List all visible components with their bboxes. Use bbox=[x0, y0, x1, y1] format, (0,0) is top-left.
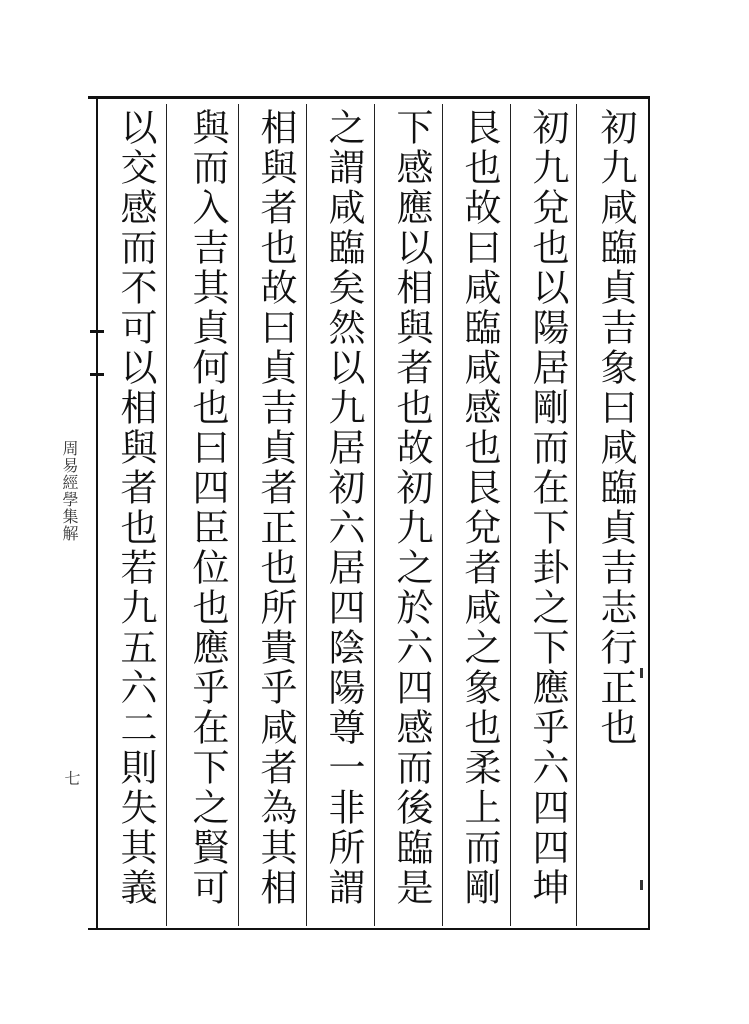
ink-speck bbox=[640, 668, 643, 678]
margin-page-number: 七 bbox=[62, 770, 81, 786]
margin-book-title: 周易經學集解 bbox=[60, 440, 79, 542]
frame-right-border bbox=[648, 96, 650, 930]
column-rule bbox=[374, 104, 375, 926]
text-column-7: 與而入吉其貞何也曰四臣位也應乎在下之賢可 bbox=[186, 108, 229, 908]
frame-bottom-border bbox=[88, 928, 650, 930]
frame-top-border bbox=[88, 96, 650, 99]
column-rule bbox=[166, 104, 167, 926]
column-rule bbox=[576, 104, 577, 926]
column-rule bbox=[510, 104, 511, 926]
ink-speck bbox=[640, 880, 643, 890]
column-rule bbox=[442, 104, 443, 926]
column-rule bbox=[238, 104, 239, 926]
text-column-8: 以交感而不可以相與者也若九五六二則失其義 bbox=[114, 108, 157, 908]
column-rule bbox=[306, 104, 307, 926]
text-column-4: 下感應以相與者也故初九之於六四感而後臨是 bbox=[390, 108, 433, 908]
fishtail-mark bbox=[90, 330, 104, 376]
text-column-1: 初九咸臨貞吉象曰咸臨貞吉志行正也 bbox=[594, 108, 637, 748]
text-column-6: 相與者也故曰貞吉貞者正也所貴乎咸者為其相 bbox=[254, 108, 297, 908]
text-column-5: 之謂咸臨矣然以九居初六居四陰陽尊一非所謂 bbox=[322, 108, 365, 908]
frame-left-border bbox=[96, 96, 98, 930]
text-column-2: 初九兌也以陽居剛而在下卦之下應乎六四四坤 bbox=[526, 108, 569, 908]
text-column-3: 艮也故曰咸臨咸感也艮兌者咸之象也柔上而剛 bbox=[458, 108, 501, 908]
